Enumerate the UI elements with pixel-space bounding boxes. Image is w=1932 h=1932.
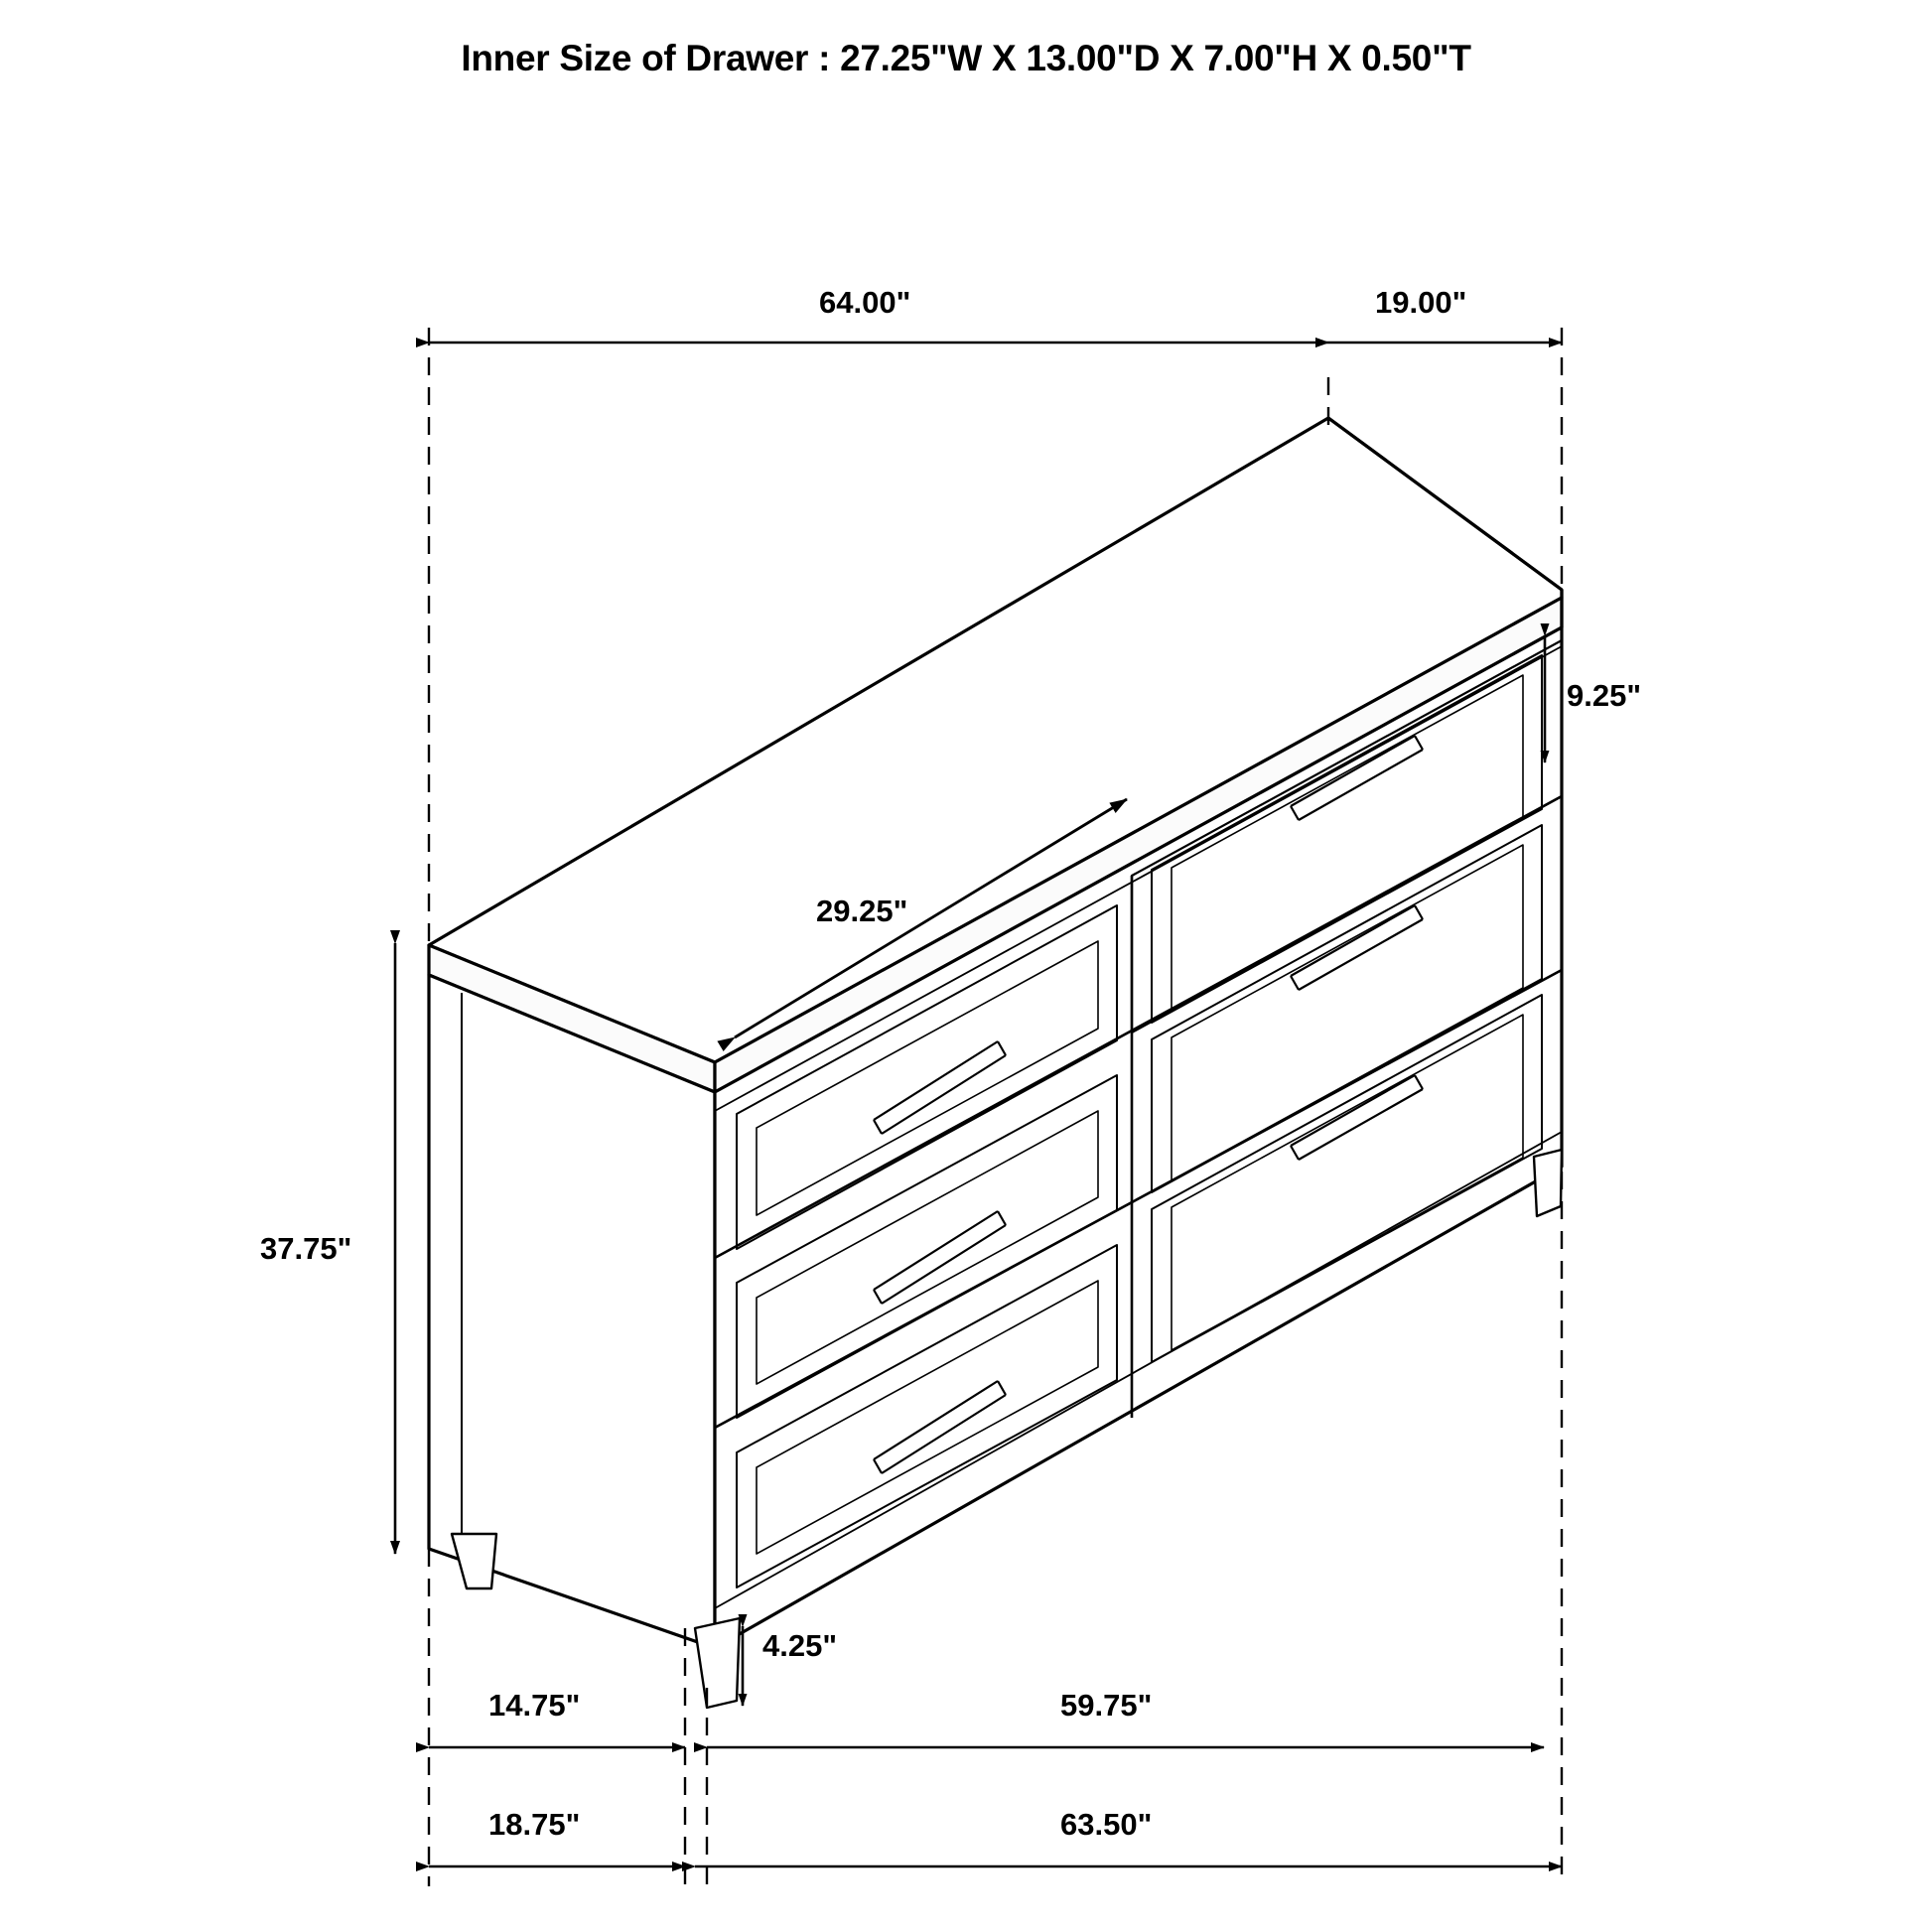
dim-label-top-depth-diagonal: 29.25" bbox=[816, 894, 908, 928]
dim-label-overall-height: 37.75" bbox=[260, 1231, 352, 1266]
dim-label-drawer-height: 9.25" bbox=[1567, 678, 1642, 713]
dim-label-side-depth-total: 18.75" bbox=[488, 1807, 581, 1842]
dim-label-side-depth-front: 14.75" bbox=[488, 1688, 581, 1723]
dim-label-leg-height: 4.25" bbox=[762, 1628, 838, 1663]
dresser-body bbox=[429, 418, 1562, 1708]
dim-label-top-right-depth: 19.00" bbox=[1375, 285, 1467, 320]
dim-label-top-width: 64.00" bbox=[819, 285, 911, 320]
dim-label-front-width: 59.75" bbox=[1060, 1688, 1153, 1723]
dim-label-case-width: 63.50" bbox=[1060, 1807, 1153, 1842]
page-title: Inner Size of Drawer : 27.25"W X 13.00"D X 7.00"H X 0.50"T bbox=[461, 38, 1471, 78]
